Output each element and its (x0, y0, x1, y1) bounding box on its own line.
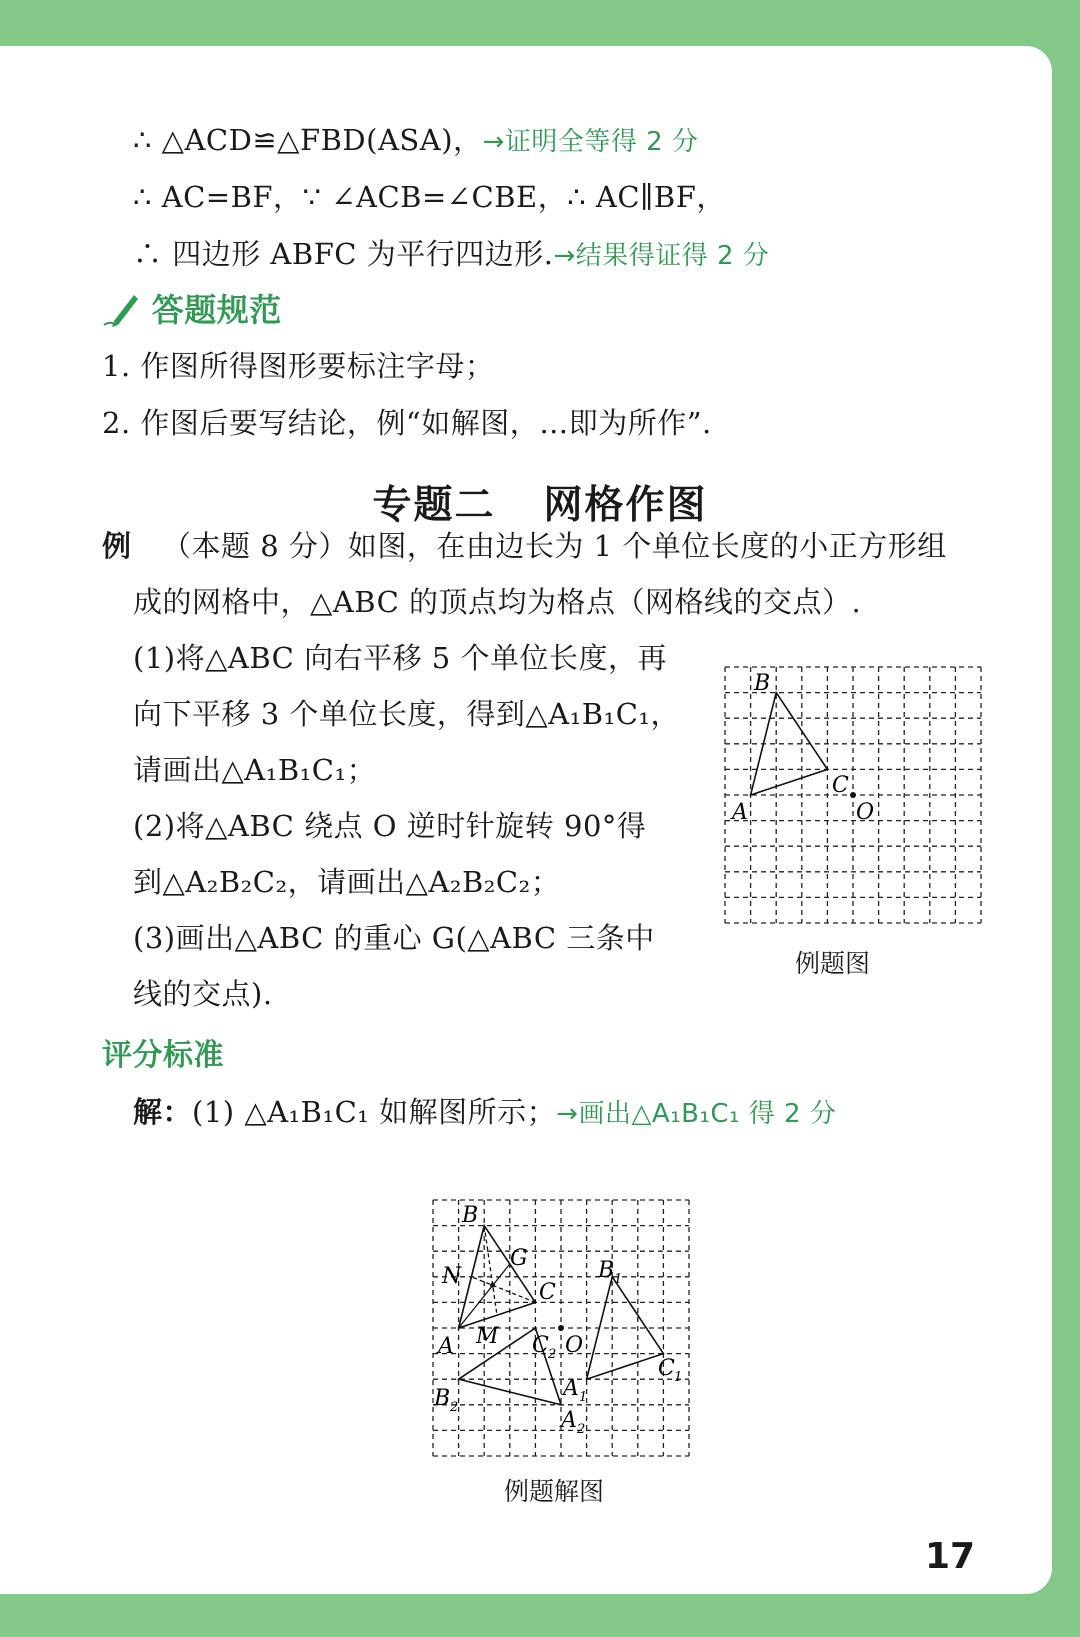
sol-label-a: A (438, 1334, 454, 1359)
pencil-icon (102, 291, 142, 327)
example-figure-caption: 例题图 (795, 949, 871, 978)
page-number: 17 (925, 1536, 976, 1577)
proof-note-3: →结果得证得 2 分 (553, 241, 770, 271)
sol-sub-a1: 1 (579, 1390, 588, 1405)
sol-sub-c2: 2 (548, 1347, 557, 1362)
sol-label-a1: A (563, 1376, 579, 1401)
question-2-a: (2)将△ABC 绕点 O 逆时针旋转 90°得 (133, 809, 647, 843)
solution-figure (428, 1195, 698, 1465)
sol-label-m: M (476, 1324, 499, 1349)
sol-label-b1: B (598, 1258, 615, 1283)
sol-label-g: G (510, 1246, 528, 1271)
proof-text-1: ∴ △ACD≌△FBD(ASA)， (133, 123, 483, 157)
point-o-solution (558, 1325, 564, 1331)
grading-heading (102, 1030, 224, 1074)
label-a: A (732, 800, 748, 825)
sol-label-c1: C (658, 1356, 675, 1381)
point-g (490, 1283, 495, 1288)
sol-label-a2: A (561, 1408, 577, 1433)
proof-line-1 (133, 118, 698, 159)
question-2-b: 到△A₂B₂C₂，请画出△A₂B₂C₂； (133, 865, 561, 899)
sol-sub-b2: 2 (450, 1400, 459, 1415)
question-1-a: (1)将△ABC 向右平移 5 个单位长度，再 (133, 641, 667, 675)
proof-text-3: ∴ 四边形 ABFC 为平行四边形. (133, 237, 554, 271)
solution-label: 解： (133, 1095, 193, 1129)
answer-norms-heading (102, 285, 282, 331)
topic-part-1: 专题二 (372, 483, 496, 528)
example-intro-2: 成的网格中，△ABC 的顶点均为格点（网格线的交点）. (133, 585, 862, 619)
norm-item-2: 2. 作图后要写结论，例“如解图，…即为所作”. (102, 406, 712, 440)
proof-note-1: →证明全等得 2 分 (482, 127, 699, 157)
answer-norms-title: 答题规范 (151, 291, 282, 329)
sol-label-b: B (462, 1203, 479, 1228)
solution-text: (1) △A₁B₁C₁ 如解图所示； (192, 1095, 557, 1129)
sol-label-c: C (539, 1280, 556, 1305)
label-o: O (856, 800, 875, 825)
point-o (850, 792, 856, 798)
question-1-b: 向下平移 3 个单位长度，得到△A₁B₁C₁， (133, 697, 681, 731)
example-intro-1: （本题 8 分）如图，在由边长为 1 个单位长度的小正方形组 (162, 529, 947, 563)
example-label: 例 (102, 529, 132, 563)
solution-note: →画出△A₁B₁C₁ 得 2 分 (556, 1099, 837, 1129)
label-b: B (754, 671, 771, 696)
solution-line (133, 1090, 836, 1131)
question-3-a: (3)画出△ABC 的重心 G(△ABC 三条中 (133, 921, 655, 955)
sol-label-b2: B (434, 1386, 451, 1411)
sol-label-c2: C (532, 1333, 549, 1358)
solution-figure-caption: 例题解图 (504, 1477, 605, 1506)
proof-line-3 (133, 232, 769, 273)
sol-label-o: O (565, 1333, 584, 1358)
label-c: C (832, 773, 849, 798)
topic-title (0, 474, 1080, 530)
sol-sub-c1: 1 (674, 1370, 683, 1385)
topic-part-2: 网格作图 (543, 483, 708, 528)
proof-text-2: ∴ AC=BF，∵ ∠ACB=∠CBE，∴ AC∥BF， (133, 180, 726, 214)
question-1-c: 请画出△A₁B₁C₁； (133, 753, 377, 787)
proof-line-2 (133, 175, 726, 216)
sol-sub-b1: 1 (614, 1272, 623, 1287)
norm-item-1: 1. 作图所得图形要标注字母； (102, 349, 495, 383)
sol-label-n: N (442, 1264, 462, 1289)
example-figure (720, 662, 990, 932)
sol-sub-a2: 2 (577, 1422, 586, 1437)
grading-title: 评分标准 (102, 1038, 224, 1073)
question-3-b: 线的交点). (133, 977, 273, 1011)
